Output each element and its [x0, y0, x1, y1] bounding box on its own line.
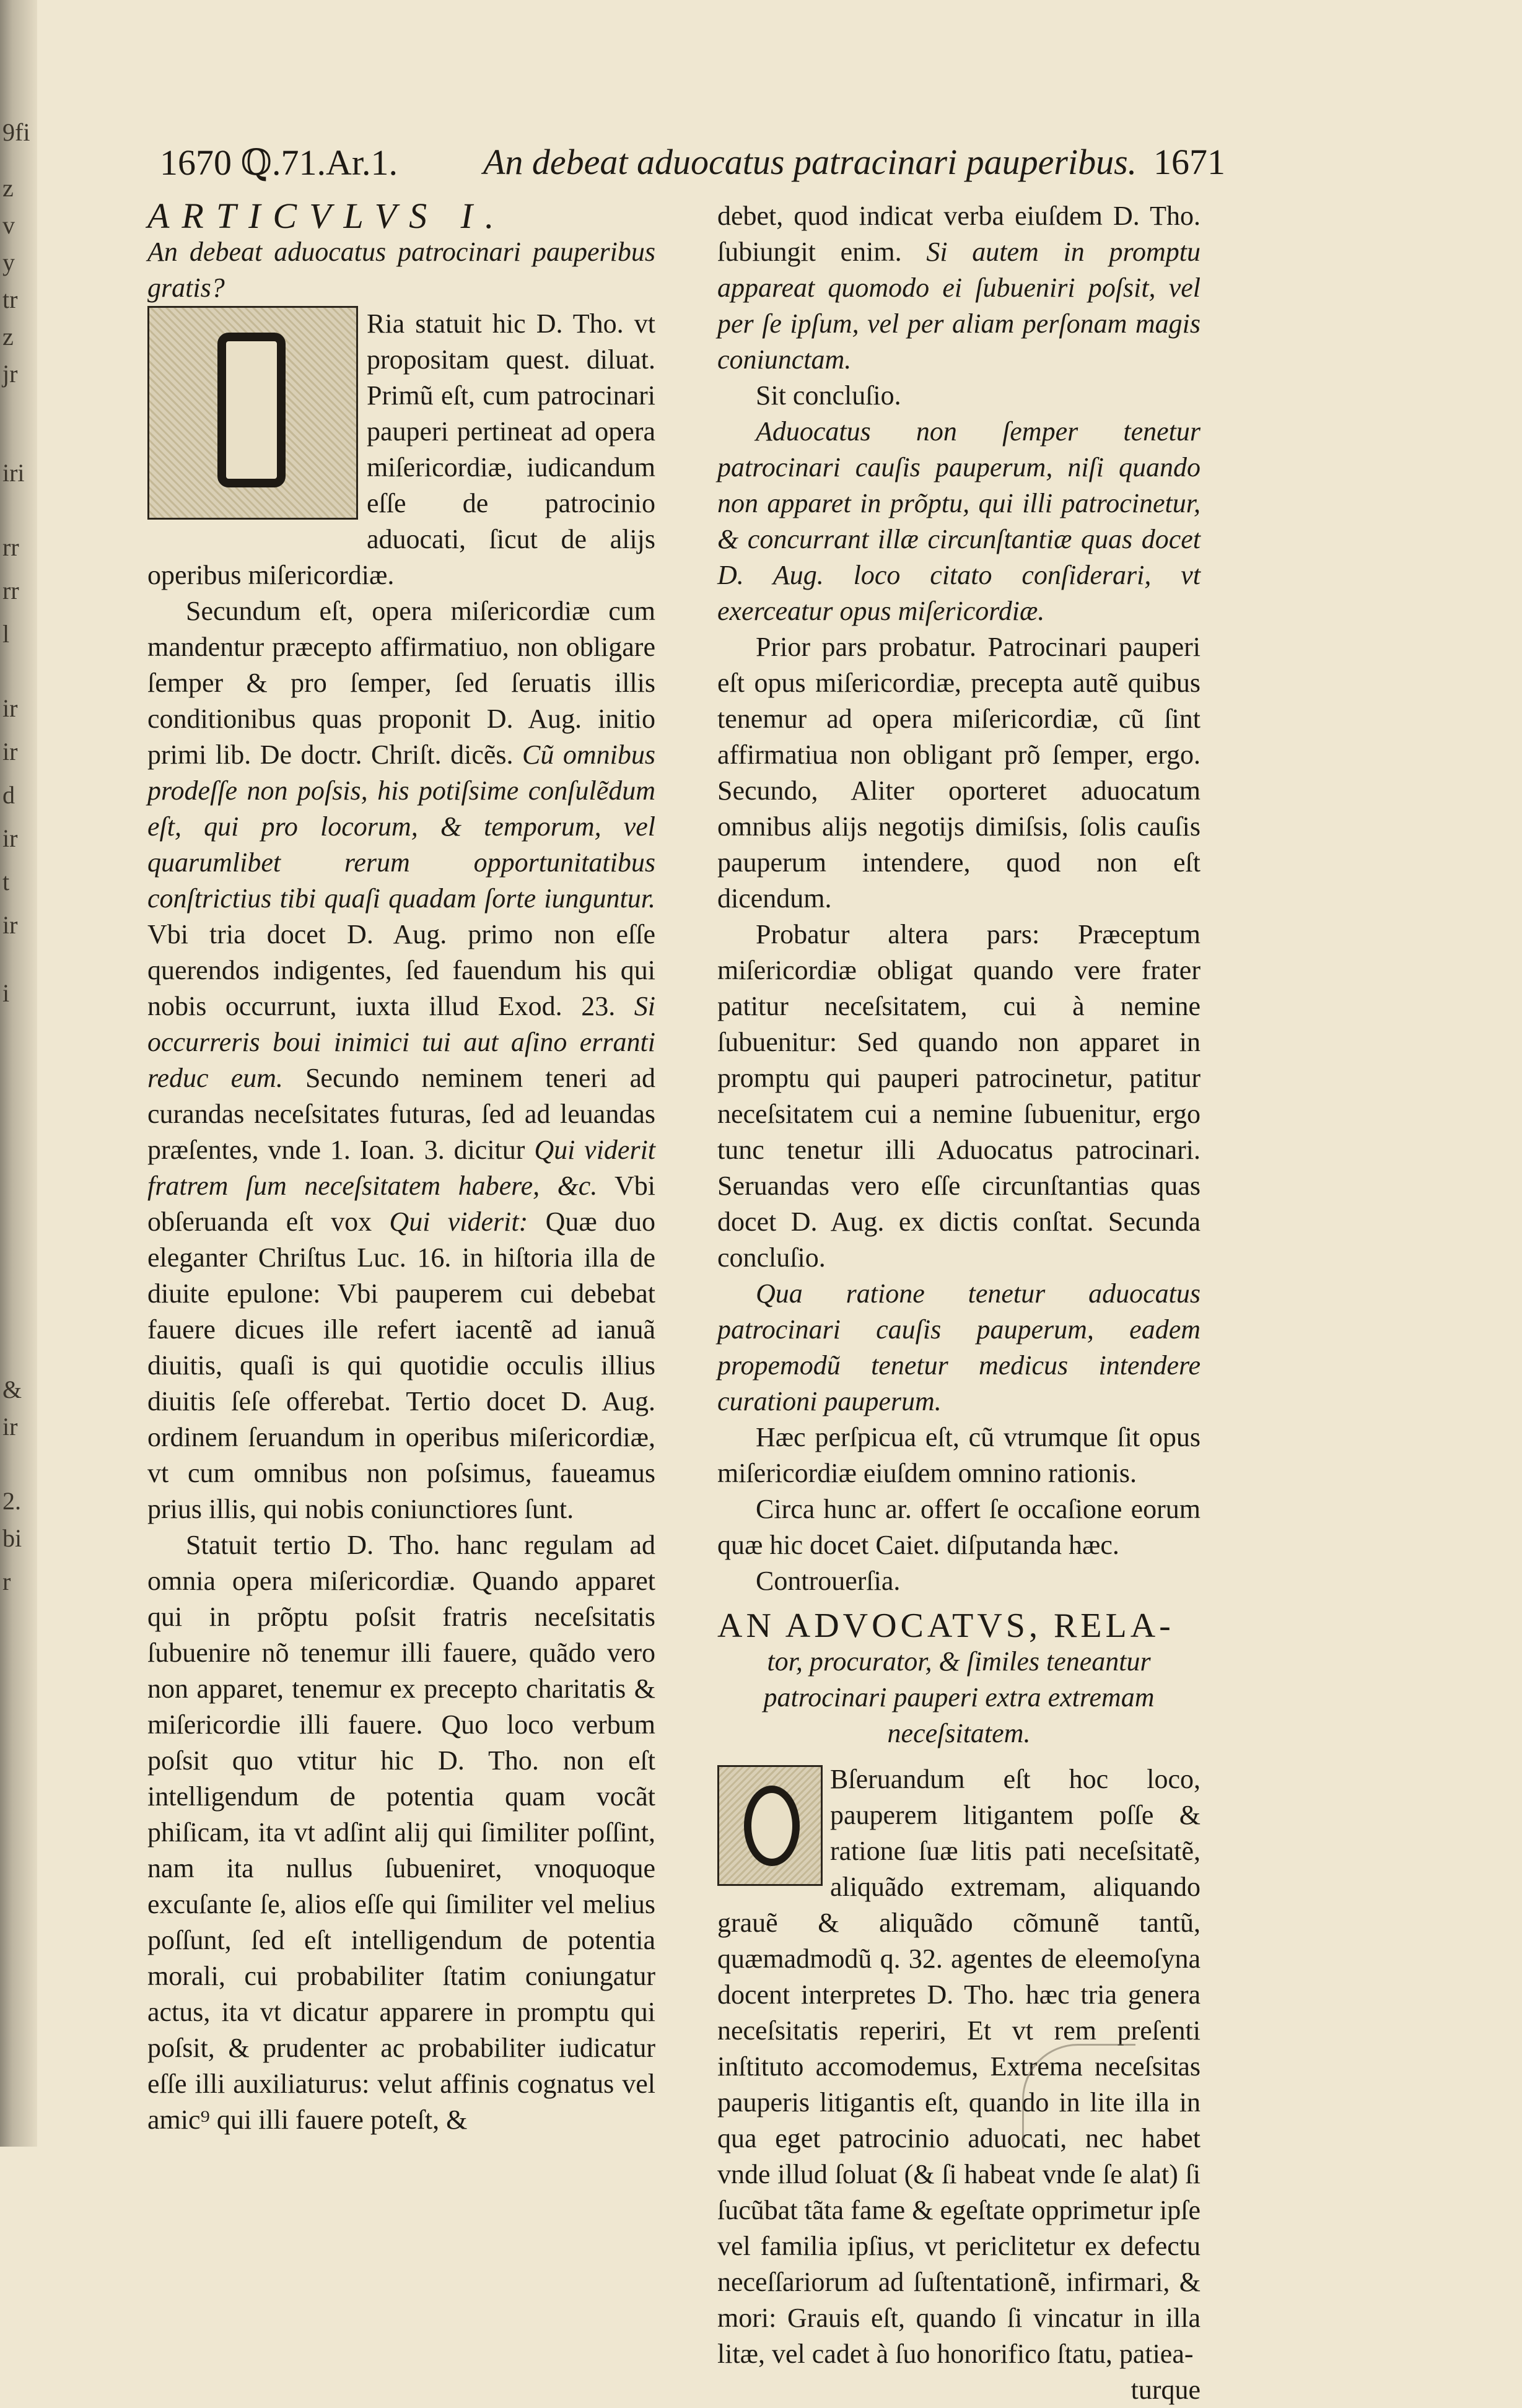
edge-text: r	[2, 1568, 11, 1595]
conclusion-text: Qua ratione tenetur aduocatus patrocinari cauſis pauperum, eadem propemodũ tenetur medicus intendere curationi pauperum.	[717, 1278, 1201, 1416]
running-head-left: 1670 ℚ.71.Ar.1.	[160, 142, 398, 183]
paragraph: Secundum eſt, opera miſericordiæ cum mandentur præcepto affirmatiuo, non obligare ſemper & pro ſemper, ſed ſeruatis illis conditionibus quas proponit D. Aug. initio primi lib. De doctr. Chriſt. dicẽs. Cũ omnibus prodeſſe non poſsis, his potiſsime conſulẽdum eſt, qui pro locorum, & temporum, vel quarumlibet rerum opportunitatibus conſtrictius tibi quaſi quadam ſorte iunguntur. Vbi tria docet D. Aug. primo non eſſe querendos indigentes, ſed fauendum his qui nobis occurrunt, iuxta illud Exod. 23. Si occurreris boui inimici tui aut aſino erranti reduc eum. Secundo neminem teneri ad curandas neceſsitates futuras, ſed ad leuandas præſentes, vnde 1. Ioan. 3. dicitur Qui viderit fratrem ſum neceſsitatem habere, &c. Vbi obſeruanda eſt vox Qui viderit: Quæ duo eleganter Chriſtus Luc. 16. in hiſtoria illa de diuite epulone: Vbi pauperem cui debebat fauere dicues ille refert iacentẽ ad ianuã diuitis, quaſi is qui quotidie occulis illius diuitis ſeſe offerebat. Tertio docet D. Aug. ordinem ſeruandum in operibus miſericordiæ, vt cum omnibus non poſsimus, faueamus prius illis, qui nobis coniunctiores ſunt.	[147, 596, 656, 1524]
article-title: ARTICVLVS I.	[147, 196, 507, 236]
section-label: Controuerſia.	[756, 1566, 901, 1596]
edge-text: y	[2, 248, 15, 276]
paragraph: Hæc perſpicua eſt, cũ vtrumque ſit opus miſericordiæ eiuſdem omnino rationis.	[717, 1422, 1201, 1488]
facing-page-edge	[0, 0, 37, 2147]
edge-text: &	[2, 1376, 22, 1403]
paper-mark	[1022, 2044, 1135, 2148]
conclusion-text: Aduocatus non ſemper tenetur patrocinari cauſis pauperum, niſi quando non apparet in prõptu, qui illi patrocinetur, & concurrant illæ circunſtantiæ quas docet D. Aug. loco citato conſiderari, vt exerceatur opus miſericordiæ.	[717, 416, 1201, 626]
left-column	[147, 198, 655, 2138]
paragraph: Circa hunc ar. offert ſe occaſione eorum quæ hic docet Caiet. diſputanda hæc.	[717, 1494, 1201, 1560]
edge-text: rr	[2, 533, 19, 561]
edge-text: ir	[2, 694, 18, 722]
edge-text: ir	[2, 738, 18, 766]
edge-text: ir	[2, 824, 18, 852]
edge-text: 2.	[2, 1487, 21, 1515]
edge-text: rr	[2, 577, 19, 604]
edge-text: ir	[2, 1413, 18, 1441]
conclusion-label: Sit concluſio.	[756, 380, 901, 411]
paragraph: Statuit tertio D. Tho. hanc regulam ad omnia opera miſericordiæ. Quando apparet qui in prõptu poſsit fratris neceſsitatis ſubuenire nõ tenemur illi fauere, quãdo vero non apparet, tenemur ex precepto charitatis & miſericordie illi fauere. Quo loco verbum poſsit quo vtitur hic D. Tho. non eſt intelligendum de potentia quam vocãt phiſicam, ita vt adſint alij qui ſimiliter poſſint, nam ita nullus ſubueniret, vnoquoque excuſante ſe, alios eſſe qui ſimiliter vel melius poſſunt, ſed eſt intelligendum de potentia morali, cui probabiliter ſtatim coniungatur actus, ita vt dicatur apparere in promptu qui poſsit, & prudenter ac probabiliter iudicatur eſſe illi auxiliaturus: velut affinis cognatus vel amic⁹ qui illi fauere poteſt, &	[147, 1530, 655, 2135]
paragraph: debet, quod indicat verba eiuſdem D. Tho. ſubiungit enim. Si autem in promptu appareat quomodo ei ſubueniri poſsit, vel per ſe ipſum, vel per aliam perſonam magis coniunctam.	[717, 201, 1201, 375]
article-question: An debeat aduocatus patrocinari pauperibus gratis?	[147, 237, 655, 303]
edge-text: bi	[2, 1524, 22, 1552]
paragraph: Bſeruandum eſt hoc loco, pauperem litigantem poſſe & ratione ſuæ litis pati neceſsitatẽ, aliquãdo extremam, aliquando grauẽ & aliquãdo cõmunẽ tantũ, quæmadmodũ q. 32. agentes de eleemoſyna docent interpretes D. Tho. hæc tria genera neceſsitatis reperiri, Et vt rem preſenti inſtituto accomodemus, Extrema neceſsitas pauperis litigantis eſt, quando in lite illa in qua eget patrocinio aduocati, nec habet vnde illud ſoluat (& ſi habeat vnde ſe alat) ſi ſucũbat tãta fame & egeſtate opprimetur ipſe vel familia ipſius, vt periclitetur ex defectu neceſſariorum ad ſuſtentationẽ, infirmari, & mori: Grauis eſt, quando ſi vincatur in illa litæ, vel cadet à ſuo honorifico ſtatu, patiea-	[717, 1764, 1201, 2369]
controversy-heading: AN ADVOCATVS, RELA-	[717, 1607, 1174, 1645]
decorated-initial	[717, 1765, 823, 1886]
paragraph: Ria statuit hic D. Tho. vt propositam quest. diluat. Primũ eſt, cum patrocinari pauperi pertineat ad opera miſericordiæ, iudicandum eſſe de patrocinio aduocati, ſicut de alijs operibus miſericordiæ.	[147, 308, 655, 590]
edge-text: t	[2, 868, 10, 896]
running-head-title: An debeat aduocatus patracinari pauperibus.	[483, 142, 1137, 182]
edge-text: d	[2, 781, 15, 809]
paragraph: Probatur altera pars: Præceptum miſericordiæ obligat quando vere frater patitur neceſsitatem, cui à nemine ſubuenitur: Sed quando non apparet in promptu qui pauperi patrocinetur, patitur neceſsitatem cui a nemine ſubuenitur, ergo tunc tenetur illi Aduocatus patrocinari. Seruandas vero eſſe circunſtantias quas docet D. Aug. ex dictis conſtat. Secunda concluſio.	[717, 919, 1201, 1273]
edge-text: jr	[2, 360, 18, 388]
paragraph: Prior pars probatur. Patrocinari pauperi eſt opus miſericordiæ, precepta autẽ quibus tenemur ad opera miſericordiæ, cũ ſint affirmatiua non obligant prõ ſemper, ergo. Secundo, Aliter oporteret aduocatum omnibus alijs negotijs dimiſsis, ſolis cauſis pauperum intendere, quod non eſt dicendum.	[717, 632, 1201, 914]
edge-text: l	[2, 620, 10, 648]
decorated-initial	[147, 306, 358, 520]
edge-text: 9fi	[2, 118, 30, 146]
edge-text: z	[2, 174, 14, 202]
edge-text: v	[2, 211, 15, 239]
page-number: 1671	[1153, 142, 1225, 182]
controversy-subheading: tor, procurator, & ſimiles teneantur patrocinari pauperi extra extremam neceſsitatem.	[763, 1646, 1155, 1748]
edge-text: ir	[2, 911, 18, 939]
edge-text: i	[2, 979, 10, 1007]
edge-text: iri	[2, 459, 25, 487]
edge-text: tr	[2, 286, 18, 313]
edge-text: z	[2, 323, 14, 351]
catchword: turque	[1131, 2375, 1201, 2405]
